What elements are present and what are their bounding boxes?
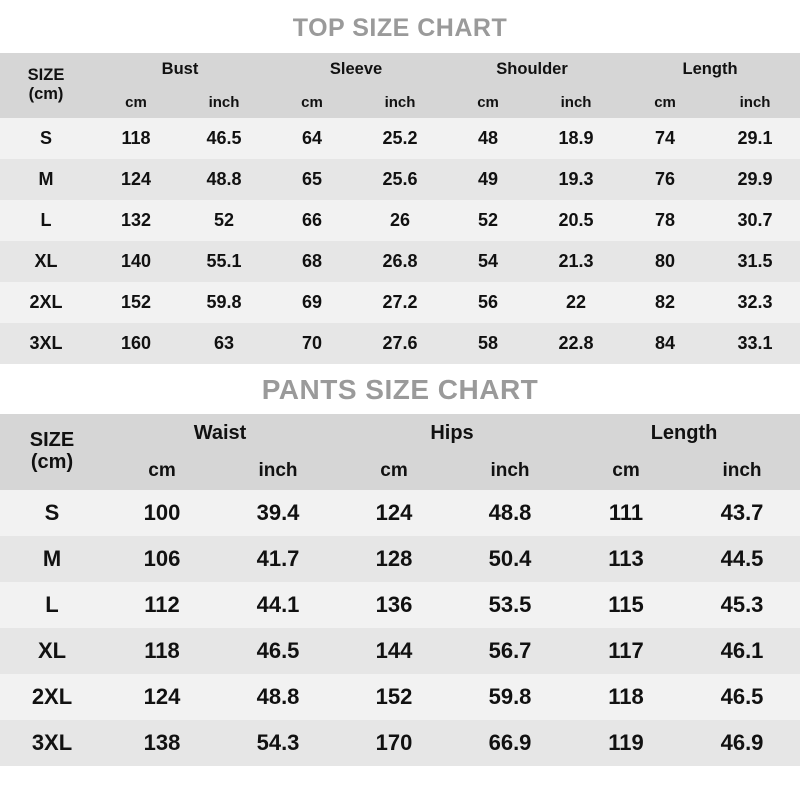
pants-cell: 115 [568,582,684,628]
pants-cell: 106 [104,536,220,582]
top-cell: 18.9 [532,118,620,159]
top-cell: 124 [92,159,180,200]
pants-unit-waist-inch: inch [220,452,336,490]
top-unit-shoulder-cm: cm [444,86,532,118]
top-cell: 20.5 [532,200,620,241]
top-cell: 21.3 [532,241,620,282]
top-cell: 52 [444,200,532,241]
top-cell: 29.1 [710,118,800,159]
top-cell: 160 [92,323,180,364]
top-cell: 80 [620,241,710,282]
pants-cell: 46.5 [220,628,336,674]
pants-cell: 118 [104,628,220,674]
table-row [0,582,800,628]
table-row [0,241,800,282]
top-row-size: M [0,159,92,200]
pants-cell: 138 [104,720,220,766]
top-cell: 52 [180,200,268,241]
top-cell: 22.8 [532,323,620,364]
top-cell: 27.6 [356,323,444,364]
pants-cell: 44.1 [220,582,336,628]
top-cell: 30.7 [710,200,800,241]
pants-row-size: XL [0,628,104,674]
top-size-header-main: SIZE [27,66,65,85]
table-row [0,282,800,323]
pants-cell: 48.8 [452,490,568,536]
top-unit-shoulder-inch: inch [532,86,620,118]
top-cell: 29.9 [710,159,800,200]
top-unit-sleeve-cm: cm [268,86,356,118]
top-group-shoulder: Shoulder [444,53,620,86]
top-cell: 19.3 [532,159,620,200]
top-cell: 74 [620,118,710,159]
top-cell: 118 [92,118,180,159]
pants-cell: 59.8 [452,674,568,720]
top-cell: 48.8 [180,159,268,200]
top-cell: 64 [268,118,356,159]
top-row-size: 3XL [0,323,92,364]
top-cell: 65 [268,159,356,200]
top-cell: 27.2 [356,282,444,323]
top-size-header-sub: (cm) [28,84,64,103]
table-row [0,720,800,766]
top-cell: 63 [180,323,268,364]
top-cell: 46.5 [180,118,268,159]
pants-row-size: 3XL [0,720,104,766]
table-row [0,118,800,159]
pants-cell: 46.5 [684,674,800,720]
top-cell: 33.1 [710,323,800,364]
pants-unit-waist-cm: cm [104,452,220,490]
pants-unit-length-cm: cm [568,452,684,490]
pants-cell: 117 [568,628,684,674]
top-cell: 26 [356,200,444,241]
table-row [0,490,800,536]
table-row [0,159,800,200]
pants-table-group-header-row [0,414,800,452]
top-row-size: S [0,118,92,159]
top-table-unit-header-row [0,86,800,118]
table-row [0,323,800,364]
top-unit-length-cm: cm [620,86,710,118]
pants-cell: 43.7 [684,490,800,536]
top-cell: 25.2 [356,118,444,159]
top-table-body [0,118,800,364]
table-row [0,628,800,674]
pants-size-header-main: SIZE [29,429,75,451]
pants-table-unit-header-row [0,452,800,490]
top-group-length: Length [620,53,800,86]
pants-table-body [0,490,800,766]
pants-cell: 66.9 [452,720,568,766]
pants-cell: 54.3 [220,720,336,766]
pants-row-size: M [0,536,104,582]
top-cell: 82 [620,282,710,323]
pants-row-size: L [0,582,104,628]
top-size-table [0,53,800,364]
pants-cell: 39.4 [220,490,336,536]
pants-cell: 46.1 [684,628,800,674]
top-cell: 31.5 [710,241,800,282]
pants-unit-hips-cm: cm [336,452,452,490]
pants-cell: 118 [568,674,684,720]
pants-cell: 113 [568,536,684,582]
table-row [0,200,800,241]
pants-cell: 56.7 [452,628,568,674]
pants-cell: 119 [568,720,684,766]
pants-table-head [0,414,800,490]
top-cell: 84 [620,323,710,364]
top-cell: 59.8 [180,282,268,323]
top-cell: 152 [92,282,180,323]
pants-group-hips: Hips [336,414,568,452]
top-cell: 69 [268,282,356,323]
top-row-size: XL [0,241,92,282]
pants-unit-hips-inch: inch [452,452,568,490]
pants-cell: 46.9 [684,720,800,766]
top-group-bust: Bust [92,53,268,86]
pants-cell: 128 [336,536,452,582]
table-row [0,536,800,582]
top-cell: 132 [92,200,180,241]
pants-row-size: 2XL [0,674,104,720]
pants-group-length: Length [568,414,800,452]
pants-chart-title: PANTS SIZE CHART [261,374,539,405]
top-cell: 22 [532,282,620,323]
pants-cell: 124 [336,490,452,536]
top-cell: 66 [268,200,356,241]
top-cell: 25.6 [356,159,444,200]
top-cell: 49 [444,159,532,200]
pants-cell: 136 [336,582,452,628]
top-cell: 140 [92,241,180,282]
pants-cell: 41.7 [220,536,336,582]
top-row-size: 2XL [0,282,92,323]
pants-cell: 53.5 [452,582,568,628]
pants-size-header-cell [0,414,104,490]
pants-cell: 144 [336,628,452,674]
top-cell: 78 [620,200,710,241]
pants-unit-length-inch: inch [684,452,800,490]
top-unit-bust-inch: inch [180,86,268,118]
top-cell: 48 [444,118,532,159]
top-table-head [0,53,800,118]
pants-cell: 112 [104,582,220,628]
top-cell: 26.8 [356,241,444,282]
pants-size-header-sub: (cm) [30,451,74,473]
top-cell: 32.3 [710,282,800,323]
top-table-group-header-row [0,53,800,86]
pants-cell: 48.8 [220,674,336,720]
pants-cell: 152 [336,674,452,720]
pants-cell: 170 [336,720,452,766]
top-unit-sleeve-inch: inch [356,86,444,118]
pants-group-waist: Waist [104,414,336,452]
top-cell: 56 [444,282,532,323]
top-cell: 55.1 [180,241,268,282]
top-cell: 70 [268,323,356,364]
top-row-size: L [0,200,92,241]
top-unit-length-inch: inch [710,86,800,118]
table-row [0,674,800,720]
pants-size-table [0,414,800,766]
pants-cell: 45.3 [684,582,800,628]
top-size-header-cell [0,53,92,118]
top-unit-bust-cm: cm [92,86,180,118]
top-cell: 76 [620,159,710,200]
top-chart-title: TOP SIZE CHART [292,14,508,42]
top-cell: 68 [268,241,356,282]
pants-cell: 100 [104,490,220,536]
pants-row-size: S [0,490,104,536]
pants-cell: 111 [568,490,684,536]
top-cell: 58 [444,323,532,364]
pants-cell: 44.5 [684,536,800,582]
top-cell: 54 [444,241,532,282]
pants-cell: 50.4 [452,536,568,582]
pants-cell: 124 [104,674,220,720]
top-group-sleeve: Sleeve [268,53,444,86]
